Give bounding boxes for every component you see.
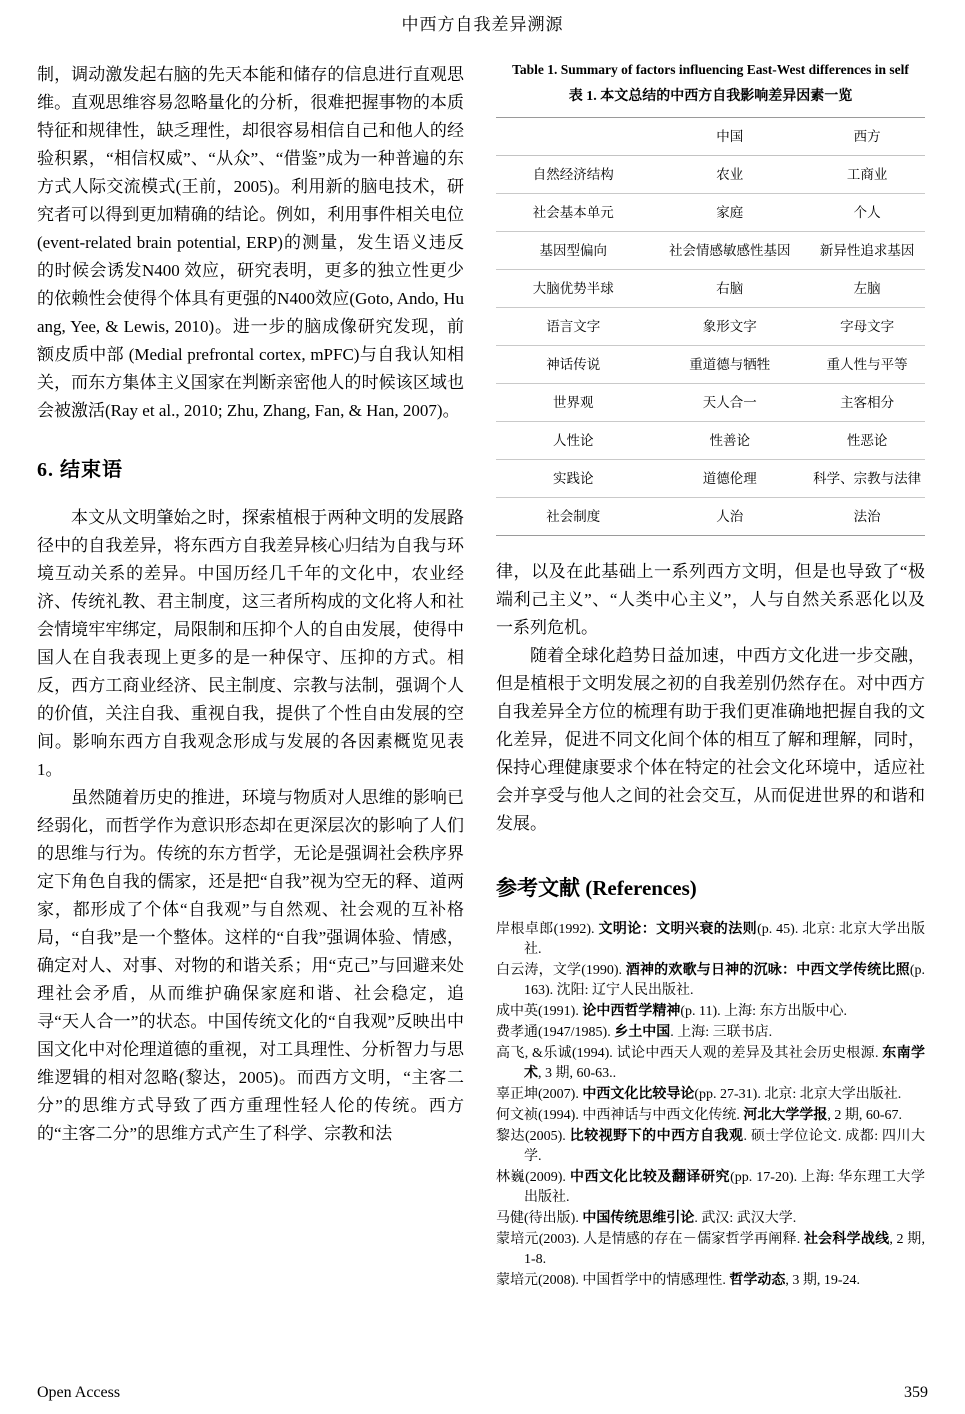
open-access-label: Open Access xyxy=(37,1384,121,1401)
table-cell: 社会情感敏感性基因 xyxy=(669,243,791,258)
table-cell: 工商业 xyxy=(846,167,888,182)
body-paragraph: 本文从文明肇始之时，探索植根于两种文明的发展路径中的自我差异，将东西方自我差异核心归结为自我与环境互动关系的差异。中国历经几千年的文化中，农业经济、传统礼教、君主制度，这三者所构成的文化将人和社会情境牢牢绑定，局限制和压抑个人的自由发展，使得中国人在自我表现上更多的是一种保守、压抑的方式。相反，西方工商业经济、民主制度、宗教与法制，强调个人的价值，关注自我、重视自我，提供了个性自由发展的空间。影响东西方自我观念形成与发展的各因素概览见表 1。 xyxy=(37,508,464,779)
table-row xyxy=(496,232,925,270)
page-number: 359 xyxy=(904,1384,928,1401)
references-list xyxy=(496,920,925,1291)
table-cell: 农业 xyxy=(716,167,744,182)
table-header-row xyxy=(496,118,925,156)
body-paragraph-continued: 律，以及在此基础上一系列西方文明，但是也导致了“极端利己主义”、“人类中心主义”，人与自然关系恶化以及一系列危机。 xyxy=(496,562,925,637)
body-paragraph-continued: 制，调动激发起右脑的先天本能和储存的信息进行直观思维。直观思维容易忽略量化的分析，很难把握事物的本质特征和规律性，缺乏理性，却很容易相信自己和他人的经验积累，“相信权威”、“从众”、“借鉴”成为一种普遍的东方式人际交流模式(王前，2005)。利用新的脑电技术，研究者可以得到更加精确的结论。例如，利用事件相关电位(event-related brain potential, ERP)的测量，发生语义违反的时候会诱发N400 效应，研究表明，更多的独立性更少的依赖性会使得个体具有更强的N400效应(Goto, Ando, Huang, Yee, & Lewis, 2010)。进一步的脑成像研究发现，前额皮质中部 (Medial prefrontal cortex, mPFC)与自我认知相关，而东方集体主义国家在判断亲密他人的时候该区域也会被激活(Ray et al., 2010; Zhu, Zhang, Fan, & Han, 2007)。 xyxy=(37,65,464,420)
row-label: 大脑优势半球 xyxy=(532,281,614,296)
column-header: 西方 xyxy=(853,129,881,144)
table-cell: 重道德与牺牲 xyxy=(689,357,771,372)
table-cell: 个人 xyxy=(853,205,881,220)
table-cell: 主客相分 xyxy=(840,395,895,410)
row-label: 实践论 xyxy=(552,471,594,486)
column-header: 中国 xyxy=(716,129,744,144)
row-label: 人性论 xyxy=(552,433,594,448)
table-row xyxy=(496,308,925,346)
table-cell: 性恶论 xyxy=(846,433,888,448)
row-label: 基因型偏向 xyxy=(539,243,607,258)
reference-item: 马健(待出版). 中国传统思维引论. 武汉: 武汉大学. xyxy=(496,1211,797,1226)
table-row xyxy=(496,460,925,498)
body-paragraph: 虽然随着历史的推进，环境与物质对人思维的影响已经弱化，而哲学作为意识形态却在更深层次的影响了人们的思维与行为。传统的东方哲学，无论是强调社会秩序界定下角色自我的儒家，还是把“自我”视为空无的释、道两家，都形成了个体“自我观”与自然观、社会观的互补格局，“自我”是一个整体。这样的“自我”强调体验、情感，确定对人、对事、对物的和谐关系；用“克己”与回避来处理社会矛盾，从而维护确保家庭和谐、社会稳定，追寻“天人合一”的状态。中国传统文化的“自我观”反映出中国文化中对伦理道德的重视，对工具理性、分析智力与思维逻辑的相对忽略(黎达，2005)。而西方文明，“主客二分”的思维方式导致了西方重理性轻人伦的传统。西方的“主客二分”的思维方式产生了科学、宗教和法 xyxy=(37,788,464,1143)
left-column xyxy=(37,61,464,1292)
reference-item: 费孝通(1947/1985). 乡土中国. 上海: 三联书店. xyxy=(496,1025,773,1040)
reference-item: 蒙培元(2003). 人是情感的存在－儒家哲学再阐释. 社会科学战线, 2 期, 1-8. xyxy=(496,1232,926,1267)
table-row xyxy=(496,194,925,232)
factors-table xyxy=(496,117,925,536)
reference-item: 岸根卓郎(1992). 文明论：文明兴衰的法则(p. 45). 北京: 北京大学出版社. xyxy=(496,922,926,957)
table-cell: 人治 xyxy=(716,509,744,524)
row-label: 社会制度 xyxy=(546,509,601,524)
table-row xyxy=(496,156,925,194)
table-cell: 科学、宗教与法律 xyxy=(813,471,922,486)
table-caption-chinese: 表 1. 本文总结的中西方自我影响差异因素一览 xyxy=(568,89,853,104)
row-label: 自然经济结构 xyxy=(532,167,614,182)
reference-item: 白云涛，文学(1990). 酒神的欢歌与日神的沉咏：中西文学传统比照(p. 163). 沈阳: 辽宁人民出版社. xyxy=(496,963,925,998)
body-paragraph: 随着全球化趋势日益加速，中西方文化进一步交融，但是植根于文明发展之初的自我差别仍然存在。对中西方自我差异全方位的梳理有助于我们更准确地把握自我的文化差异，促进不同文化间个体的相互了解和理解，同时，保持心理健康要求个体在特定的社会文化环境中，适应社会并享受与他人之间的社会交互，从而促进世界的和谐和发展。 xyxy=(496,646,925,833)
page-footer xyxy=(37,1384,928,1402)
table-cell: 新异性追求基因 xyxy=(819,243,915,258)
table-row xyxy=(496,384,925,422)
row-label: 语言文字 xyxy=(546,319,601,334)
right-column xyxy=(496,61,925,1292)
reference-item: 林巍(2009). 中西文化比较及翻译研究(pp. 17-20). 上海: 华东理工大学出版社. xyxy=(496,1170,925,1205)
reference-item: 成中英(1991). 论中西哲学精神(p. 11). 上海: 东方出版中心. xyxy=(496,1004,848,1019)
table-row xyxy=(496,498,925,536)
table-row xyxy=(496,422,925,460)
row-label: 神话传说 xyxy=(546,357,601,372)
reference-item: 蒙培元(2008). 中国哲学中的情感理性. 哲学动态, 3 期, 19-24. xyxy=(496,1273,860,1288)
table-cell: 重人性与平等 xyxy=(826,357,908,372)
table-cell: 天人合一 xyxy=(702,395,757,410)
row-label: 社会基本单元 xyxy=(532,205,614,220)
references-heading: 参考文献 (References) xyxy=(496,876,697,900)
table-cell: 字母文字 xyxy=(840,319,895,334)
table-row xyxy=(496,346,925,384)
two-column-body xyxy=(37,61,928,1292)
table-cell: 左脑 xyxy=(853,281,881,296)
row-label: 世界观 xyxy=(552,395,594,410)
table-cell: 象形文字 xyxy=(702,319,757,334)
table-caption-english: Table 1. Summary of factors influencing East-West differences in self xyxy=(512,62,909,77)
table-1-block xyxy=(496,61,925,536)
section-heading-conclusion: 6. 结束语 xyxy=(37,459,123,481)
reference-item: 高飞, &乐诚(1994). 试论中西天人观的差异及其社会历史根源. 东南学术, 3 期, 60-63.. xyxy=(496,1046,925,1081)
reference-item: 黎达(2005). 比较视野下的中西方自我观. 硕士学位论文. 成都: 四川大学. xyxy=(496,1129,926,1164)
table-cell: 右脑 xyxy=(716,281,744,296)
table-cell: 法治 xyxy=(853,509,881,524)
table-cell: 道德伦理 xyxy=(702,471,757,486)
reference-item: 辜正坤(2007). 中西文化比较导论(pp. 27-31). 北京: 北京大学出版社. xyxy=(496,1087,902,1102)
running-head: 中西方自我差异溯源 xyxy=(401,15,564,34)
table-row xyxy=(496,270,925,308)
table-cell: 家庭 xyxy=(716,205,744,220)
column-header xyxy=(496,118,650,156)
table-cell: 性善论 xyxy=(709,433,751,448)
reference-item: 何文祯(1994). 中西神话与中西文化传统. 河北大学学报, 2 期, 60-67. xyxy=(496,1108,902,1123)
